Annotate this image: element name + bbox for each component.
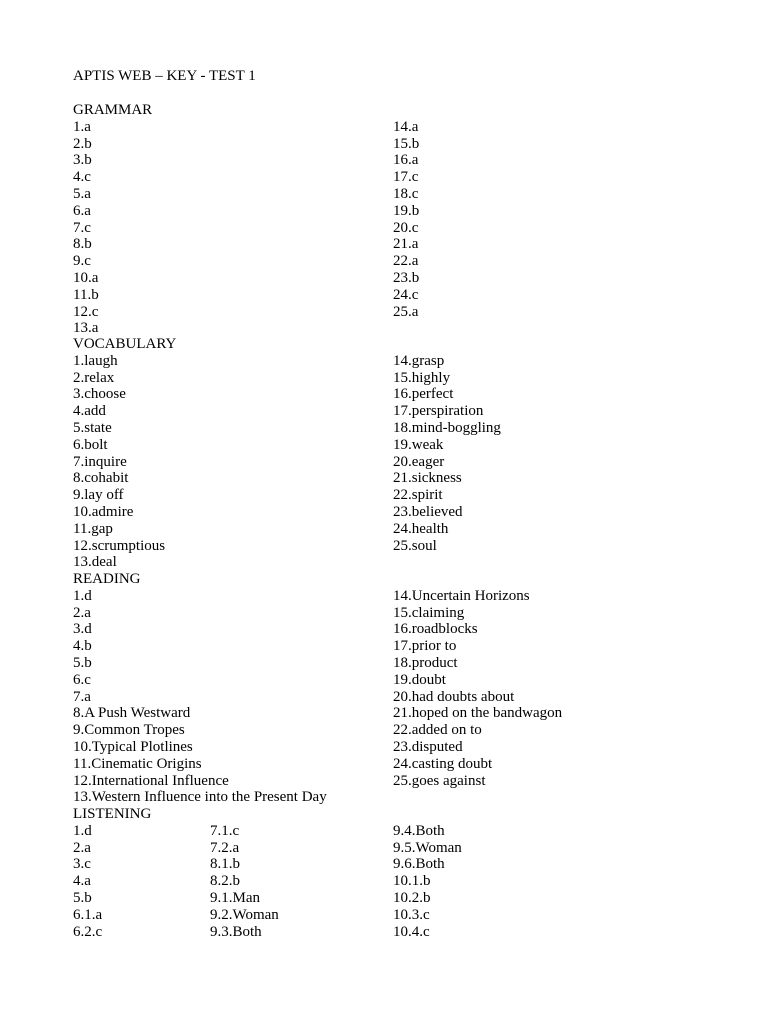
grammar-section [73, 102, 673, 337]
vocabulary-answer: 1.laugh [73, 352, 118, 369]
grammar-answer: 16.a [393, 152, 419, 169]
grammar-answer: 25.a [393, 303, 419, 320]
vocabulary-answer: 2.relax [73, 369, 115, 386]
grammar-answer: 1.a [73, 118, 91, 135]
reading-answer: 19.doubt [393, 671, 446, 688]
reading-answer: 7.a [73, 688, 91, 705]
listening-answer: 7.2.a [210, 839, 240, 856]
reading-answer: 12.International Influence [73, 772, 229, 789]
vocabulary-answer: 15.highly [393, 369, 451, 386]
vocabulary-answer-row [73, 420, 673, 437]
grammar-answer: 7.c [73, 219, 91, 236]
grammar-answer: 17.c [393, 169, 419, 186]
listening-answer: 10.3.c [393, 906, 430, 923]
grammar-answer: 14.a [393, 118, 419, 135]
listening-answer: 8.2.b [210, 873, 240, 890]
listening-answer-row [73, 907, 673, 924]
reading-answer: 24.casting doubt [393, 755, 493, 772]
listening-answer-row [73, 873, 673, 890]
listening-heading: LISTENING [73, 806, 152, 822]
listening-answer-row [73, 840, 673, 857]
document-title: APTIS WEB – KEY - TEST 1 [73, 68, 256, 84]
listening-answer: 6.2.c [73, 923, 103, 940]
grammar-answer-row [73, 169, 673, 186]
vocabulary-answer: 21.sickness [393, 470, 462, 487]
grammar-answer-row [73, 203, 673, 220]
listening-answer-row [73, 890, 673, 907]
reading-answer-row [73, 756, 673, 773]
grammar-answer: 13.a [73, 320, 99, 337]
reading-answer: 9.Common Tropes [73, 722, 185, 739]
listening-answer-row [73, 856, 673, 873]
grammar-answer: 24.c [393, 286, 419, 303]
reading-answer-row [73, 672, 673, 689]
vocabulary-answer: 5.state [73, 419, 112, 436]
grammar-answer: 4.c [73, 169, 91, 186]
vocabulary-answer-row [73, 386, 673, 403]
grammar-answer: 5.a [73, 185, 91, 202]
reading-answer-row [73, 789, 673, 806]
vocabulary-answer: 8.cohabit [73, 470, 129, 487]
listening-section [73, 806, 673, 940]
vocabulary-answer: 16.perfect [393, 386, 454, 403]
listening-answer: 3.c [73, 856, 91, 873]
reading-section [73, 571, 673, 806]
vocabulary-answer-row [73, 454, 673, 471]
reading-answer: 1.d [73, 587, 92, 604]
grammar-answer-row [73, 236, 673, 253]
listening-answer: 9.5.Woman [393, 839, 462, 856]
listening-answer: 7.1.c [210, 822, 240, 839]
listening-answer: 1.d [73, 822, 92, 839]
vocabulary-answer: 6.bolt [73, 436, 108, 453]
vocabulary-answer-row [73, 554, 673, 571]
vocabulary-answer: 4.add [73, 403, 106, 420]
reading-answer-row [73, 739, 673, 756]
reading-answer: 22.added on to [393, 722, 482, 739]
reading-answer: 15.claiming [393, 604, 465, 621]
grammar-answer: 10.a [73, 269, 99, 286]
vocabulary-section [73, 336, 673, 571]
reading-answer: 2.a [73, 604, 91, 621]
reading-answer-row [73, 638, 673, 655]
reading-answer: 13.Western Influence into the Present Day [73, 789, 327, 806]
vocabulary-answer: 14.grasp [393, 352, 445, 369]
grammar-answer: 21.a [393, 236, 419, 253]
reading-answer: 10.Typical Plotlines [73, 738, 193, 755]
reading-answer: 6.c [73, 671, 91, 688]
vocabulary-answer: 23.believed [393, 503, 463, 520]
listening-answer-row [73, 924, 673, 941]
vocabulary-answer: 24.health [393, 520, 449, 537]
listening-answer: 5.b [73, 889, 92, 906]
grammar-answer-row [73, 320, 673, 337]
listening-answer-row [73, 823, 673, 840]
listening-answer: 10.1.b [393, 873, 431, 890]
listening-answer: 9.4.Both [393, 822, 445, 839]
grammar-answer-row [73, 136, 673, 153]
reading-answer-row [73, 773, 673, 790]
vocabulary-answer: 12.scrumptious [73, 537, 166, 554]
vocabulary-answer-row [73, 538, 673, 555]
grammar-answer-row [73, 287, 673, 304]
reading-answer: 14.Uncertain Horizons [393, 587, 530, 604]
grammar-answer-row [73, 186, 673, 203]
grammar-answer-row [73, 152, 673, 169]
vocabulary-answer: 25.soul [393, 537, 437, 554]
grammar-answer: 9.c [73, 253, 91, 270]
reading-answer: 4.b [73, 638, 92, 655]
vocabulary-answer: 9.lay off [73, 487, 124, 504]
reading-answer-row [73, 605, 673, 622]
reading-answer: 21.hoped on the bandwagon [393, 705, 563, 722]
listening-answer: 8.1.b [210, 856, 240, 873]
reading-answer-row [73, 722, 673, 739]
grammar-answer-row [73, 270, 673, 287]
listening-answer: 6.1.a [73, 906, 103, 923]
vocabulary-answer-row [73, 353, 673, 370]
listening-answer: 4.a [73, 873, 91, 890]
grammar-answer-row [73, 220, 673, 237]
reading-answer: 23.disputed [393, 738, 463, 755]
grammar-heading: GRAMMAR [73, 102, 153, 118]
reading-answer-row [73, 621, 673, 638]
vocabulary-answer: 11.gap [73, 520, 113, 537]
vocabulary-answer: 18.mind-boggling [393, 419, 501, 436]
grammar-answer-row [73, 304, 673, 321]
grammar-answer: 23.b [393, 269, 420, 286]
reading-answer-row [73, 705, 673, 722]
reading-answer: 25.goes against [393, 772, 486, 789]
listening-answer: 9.3.Both [210, 923, 262, 940]
grammar-answer: 11.b [73, 286, 99, 303]
vocabulary-answer-row [73, 487, 673, 504]
vocabulary-heading: VOCABULARY [73, 336, 177, 352]
vocabulary-answer-row [73, 504, 673, 521]
vocabulary-answer: 7.inquire [73, 453, 127, 470]
reading-answer-row [73, 655, 673, 672]
listening-answer: 2.a [73, 839, 91, 856]
reading-answer: 11.Cinematic Origins [73, 755, 202, 772]
grammar-answer: 12.c [73, 303, 99, 320]
grammar-answer: 18.c [393, 185, 419, 202]
grammar-answer: 8.b [73, 236, 92, 253]
vocabulary-answer-row [73, 470, 673, 487]
reading-answer: 8.A Push Westward [73, 705, 191, 722]
grammar-answer: 2.b [73, 135, 92, 152]
reading-answer: 20.had doubts about [393, 688, 515, 705]
reading-heading: READING [73, 571, 141, 587]
vocabulary-answer-row [73, 437, 673, 454]
grammar-answer-row [73, 119, 673, 136]
reading-answer-row [73, 689, 673, 706]
grammar-answer: 15.b [393, 135, 420, 152]
grammar-answer: 22.a [393, 253, 419, 270]
grammar-answer: 19.b [393, 202, 420, 219]
listening-answer: 10.4.c [393, 923, 430, 940]
listening-answer: 9.2.Woman [210, 906, 279, 923]
vocabulary-answer: 17.perspiration [393, 403, 484, 420]
vocabulary-answer-row [73, 370, 673, 387]
vocabulary-answer: 19.weak [393, 436, 444, 453]
vocabulary-answer-row [73, 521, 673, 538]
grammar-answer: 6.a [73, 202, 91, 219]
grammar-answer: 20.c [393, 219, 419, 236]
reading-answer: 3.d [73, 621, 92, 638]
reading-answer: 5.b [73, 654, 92, 671]
grammar-answer-row [73, 253, 673, 270]
vocabulary-answer: 10.admire [73, 503, 134, 520]
listening-answer: 9.6.Both [393, 856, 445, 873]
vocabulary-answer: 22.spirit [393, 487, 443, 504]
grammar-answer: 3.b [73, 152, 92, 169]
vocabulary-answer-row [73, 403, 673, 420]
reading-answer: 17.prior to [393, 638, 457, 655]
reading-answer: 18.product [393, 654, 458, 671]
vocabulary-answer: 3.choose [73, 386, 126, 403]
listening-answer: 10.2.b [393, 889, 431, 906]
listening-answer: 9.1.Man [210, 889, 260, 906]
vocabulary-answer: 20.eager [393, 453, 445, 470]
reading-answer: 16.roadblocks [393, 621, 478, 638]
reading-answer-row [73, 588, 673, 605]
vocabulary-answer: 13.deal [73, 554, 117, 571]
